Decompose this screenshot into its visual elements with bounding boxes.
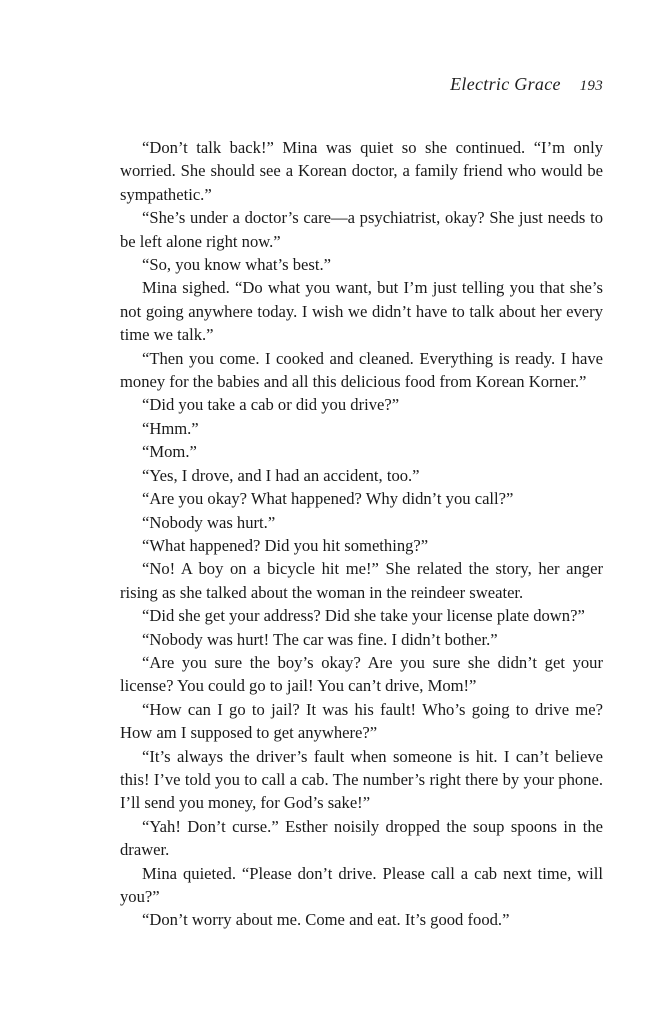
paragraph: “So, you know what’s best.” [142,255,331,275]
page-number: 193 [579,78,603,94]
paragraph: “Did you take a cab or did you drive?” [142,395,400,415]
book-title: Electric Grace [450,74,561,94]
paragraph: “Did she get your address? Did she take your license plate down?” [142,606,585,626]
paragraph: “Mom.” [142,442,197,462]
body-text [120,136,603,932]
paragraph: “Yah! Don’t curse.” Esther noisily dropped the soup spoons in the drawer. [120,816,603,860]
paragraph: Mina quieted. “Please don’t drive. Please call a cab next time, will you?” [120,863,603,906]
paragraph: “It’s always the driver’s fault when someone is hit. I can’t believe this! I’ve told you to call a cab. The number’s right there by your phone. I’ll send you money, for God’s sake!” [120,746,603,813]
paragraph: “Yes, I drove, and I had an accident, too.” [142,465,420,485]
paragraph: “Are you sure the boy’s okay? Are you sure she didn’t get your license? You could go to jail! You can’t drive, Mom!” [120,652,603,696]
paragraph: “Then you come. I cooked and cleaned. Everything is ready. I have money for the babies and all this delicious food from Korean Korner.” [120,348,603,392]
paragraph: “Don’t talk back!” Mina was quiet so she continued. “I’m only worried. She should see a Korean doctor, a family friend who would be sympathetic.” [120,138,603,204]
paragraph: “Are you okay? What happened? Why didn’t you call?” [142,489,514,509]
paragraph: “Nobody was hurt! The car was fine. I didn’t bother.” [142,629,498,649]
paragraph: “No! A boy on a bicycle hit me!” She related the story, her anger rising as she talked about the woman in the reindeer sweater. [120,559,603,602]
paragraph: “How can I go to jail? It was his fault! Who’s going to drive me? How am I supposed to get anywhere?” [120,699,603,743]
paragraph: “She’s under a doctor’s care—a psychiatrist, okay? She just needs to be left alone right now.” [120,208,603,251]
paragraph: “Nobody was hurt.” [142,512,276,532]
paragraph: “What happened? Did you hit something?” [142,535,429,555]
paragraph: “Don’t worry about me. Come and eat. It’s good food.” [142,910,510,930]
paragraph: Mina sighed. “Do what you want, but I’m just telling you that she’s not going anywhere today. I wish we didn’t have to talk about her every time we talk.” [120,278,603,345]
running-head [450,74,603,95]
paragraph: “Hmm.” [142,418,199,438]
